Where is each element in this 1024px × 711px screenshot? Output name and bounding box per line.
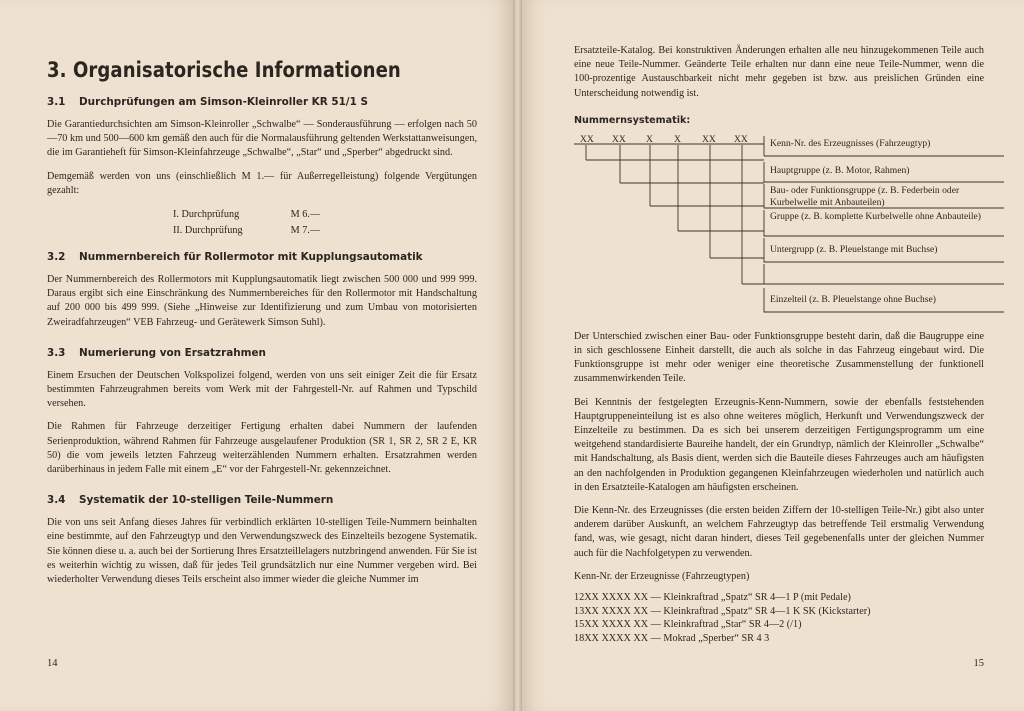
code-group: XX (734, 133, 748, 145)
paragraph: Einem Ersuchen der Deutschen Volkspolizei folgend, werden von uns seit einiger Zeit die für Ersatz bestimmten Fahrzeugrahmen bereits vom Werk mit der Fahrgestell-Nr. auf Rahmen und Typschild versehen. (47, 369, 477, 410)
section-heading-3-4 (47, 494, 477, 506)
code-line: 13XX XXXX XX — Kleinkraftrad „Spatz“ SR 4—1 K SK (Kickstarter) (574, 605, 871, 617)
section-heading-3-3 (47, 347, 477, 359)
payment-value: M 7.— (290, 225, 321, 237)
section-title: Numerierung von Ersatzrahmen (79, 346, 266, 359)
section-title: Systematik der 10-stelligen Teile-Nummern (79, 494, 334, 507)
paragraph: Die Rahmen für Fahrzeuge derzeitiger Fertigung erhalten dabei Nummern der laufenden Serienproduktion, während Rahmen für Fahrzeuge ausgelaufener Produktion (SR 1, SR 2, SR 2 E, KR 50) die vom jeweils letzten Fahrzeug weiterzählenden Nummern erhalten. Ersatzrahmen werden darüberhinaus in jedem Falle mit einem „E“ vor der Fahrgestell-Nr. gekennzeichnet. (47, 421, 477, 476)
payment-label: I. Durchprüfung (173, 209, 240, 221)
page-number: 14 (47, 658, 58, 669)
code-group: X (646, 133, 653, 145)
paragraph: Ersatzteile-Katalog. Bei konstruktiven Änderungen erhalten alle neu hinzugekommenen Teile auch eine neue Teile-Nummer. Geänderte Teile erhalten nur dann eine neue Teile-Nummer, wenn die 100-prozentige Austauschbarkeit nicht mehr gegeben ist bzw. aus preislichen Gründen eine Unterscheidung notwendig ist. (574, 45, 984, 99)
section-number: 3.2 (47, 251, 66, 264)
payment-table (173, 207, 320, 239)
code-group: XX (702, 133, 716, 145)
payment-value: M 6.— (290, 209, 321, 221)
section-number: 3.1 (47, 96, 66, 108)
code-line: 12XX XXXX XX — Kleinkraftrad „Spatz“ SR 4—1 P (mit Pedale) (574, 592, 851, 604)
code-group: XX (580, 133, 594, 145)
level-label: Gruppe (z. B. komplette Kurbelwelle ohne Anbauteile) (770, 210, 981, 222)
code-group: X (674, 133, 681, 145)
chapter-title: 3. Organisatorische Informationen (47, 58, 401, 82)
section-title: Nummernbereich für Rollermotor mit Kupplungsautomatik (79, 251, 423, 264)
level-label: Kenn-Nr. des Erzeugnisses (Fahrzeugtyp) (770, 137, 931, 149)
paragraph: Die Kenn-Nr. des Erzeugnisses (die ersten beiden Ziffern der 10-stelligen Teile-Nr.) gibt also unter anderem darüber Auskunft, an welchem Fahrzeugtyp das betreffende Teil erstmalig Verwendung fand, was, wie gesagt, nicht daran hindert, dieses Teil gegebenenfalls unter der gleichen Nummer auch für die Nachfolgetypen zu verwenden. (574, 505, 984, 559)
paragraph: Demgemäß werden von uns (einschließlich M 1.— für Außerregelleistung) folgende Vergütungen gezahlt: (47, 170, 477, 196)
section-heading-3-2 (47, 251, 477, 263)
section-number: 3.4 (47, 494, 66, 507)
level-label: Einzelteil (z. B. Pleuelstange ohne Buchse) (770, 293, 936, 305)
level-label: Untergrupp (z. B. Pleuelstange mit Buchse) (770, 243, 938, 255)
part-number-diagram (574, 134, 1004, 316)
paragraph: Die Garantiedurchsichten am Simson-Kleinroller „Schwalbe“ — Sonderausführung — erfolgen nach 50—70 km und 500—600 km gemäß den auch für die Normalausführung geltenden Werkstattanweisungen, die im Garantieheft für Simson-Kleinfahrzeuge „Schwalbe“, „Star“ und „Sperber“ abgedruckt sind. (47, 119, 477, 159)
paragraph: Der Unterschied zwischen einer Bau- oder Funktionsgruppe besteht darin, daß die Baugruppe eine in sich geschlossene Einheit darstellt, die auch als solche in das Fahrzeug eingebaut wird. Die Funktionsgruppe ist mehr oder weniger eine theoretische Zusammenstellung der funktionell zusammenwirkenden Teile. (574, 330, 984, 385)
table-row (173, 223, 320, 239)
code-line: 15XX XXXX XX — Kleinkraftrad „Star“ SR 4—2 (/1) (574, 619, 802, 631)
payment-label: II. Durchprüfung (173, 225, 243, 237)
vehicle-code-list (574, 570, 984, 646)
paragraph: Die von uns seit Anfang dieses Jahres für verbindlich erklärten 10-stelligen Teile-Nummern beinhalten eine bestimmte, auf den Fahrzeugtyp und den Verwendungszweck des Einzelteils bezogene Systematik. Sie können diese u. a. auch bei der Sortierung Ihres Ersatzteillelagers nutzbringend anwenden. Für Sie ist es weiterhin wichtig zu wissen, daß für jedes Teil grundsätzlich nur eine Nummer vergeben wird. Bei wiederholter Verwendung dieses Teils erscheint also immer wieder die gleiche Nummer im (47, 517, 477, 586)
right-page (522, 0, 1024, 711)
paragraph: Der Nummernbereich des Rollermotors mit Kupplungsautomatik liegt zwischen 500 000 und 999 999. Daraus ergibt sich eine Einschränkung des Nummernbereiches für den Rollermotor mit Handschaltung auf 200 000 bis 499 999. (Siehe „Hinweise zur Identifizierung und zum Umbau von motorisierten Zweiradfahrzeugen“ VEB Fahrzeug- und Gerätewerk Simson Suhl). (47, 274, 477, 328)
nummernsystematik-heading: Nummernsystematik: (574, 114, 691, 126)
paragraph: Bei Kenntnis der festgelegten Erzeugnis-Kenn-Nummern, sowie der ebenfalls feststehenden Hauptgruppeneinteilung ist es also ohne weiteres möglich, Herkunft und Verwendungszweck der Einzelteile zu bestimmen. Da es sich bei unserem derzeitigen Fertigungsprogramm um eine weitgehend standardisierte Baureihe handelt, der ein Grundtyp, nämlich der Kleinroller „Schwalbe“ mit Handschaltung, als Basis dient, werden sich die Bauteile dieses Fahrzeuges auch am häufigsten an den nachfolgenden in Produktion gegangenen Kleinfahrzeugen wiederholen und natürlich auch in den Ersatzteile-Katalogen am häufigsten erscheinen. (574, 396, 984, 493)
level-label: Hauptgruppe (z. B. Motor, Rahmen) (770, 164, 910, 176)
table-row (173, 207, 320, 223)
section-title: Durchprüfungen am Simson-Kleinroller KR 51/1 S (79, 96, 368, 108)
page-number: 15 (973, 658, 984, 669)
codes-heading: Kenn-Nr. der Erzeugnisse (Fahrzeugtypen) (574, 570, 750, 582)
code-group: XX (612, 133, 626, 145)
section-heading-3-1 (47, 96, 477, 108)
level-label: Bau- oder Funktionsgruppe (z. B. Federbein oder Kurbelwelle mit Anbauteilen) (770, 184, 960, 209)
section-number: 3.3 (47, 346, 66, 359)
code-line: 18XX XXXX XX — Mokrad „Sperber“ SR 4 3 (574, 632, 770, 644)
diagram-lines (574, 134, 1004, 316)
book-gutter (513, 0, 522, 711)
